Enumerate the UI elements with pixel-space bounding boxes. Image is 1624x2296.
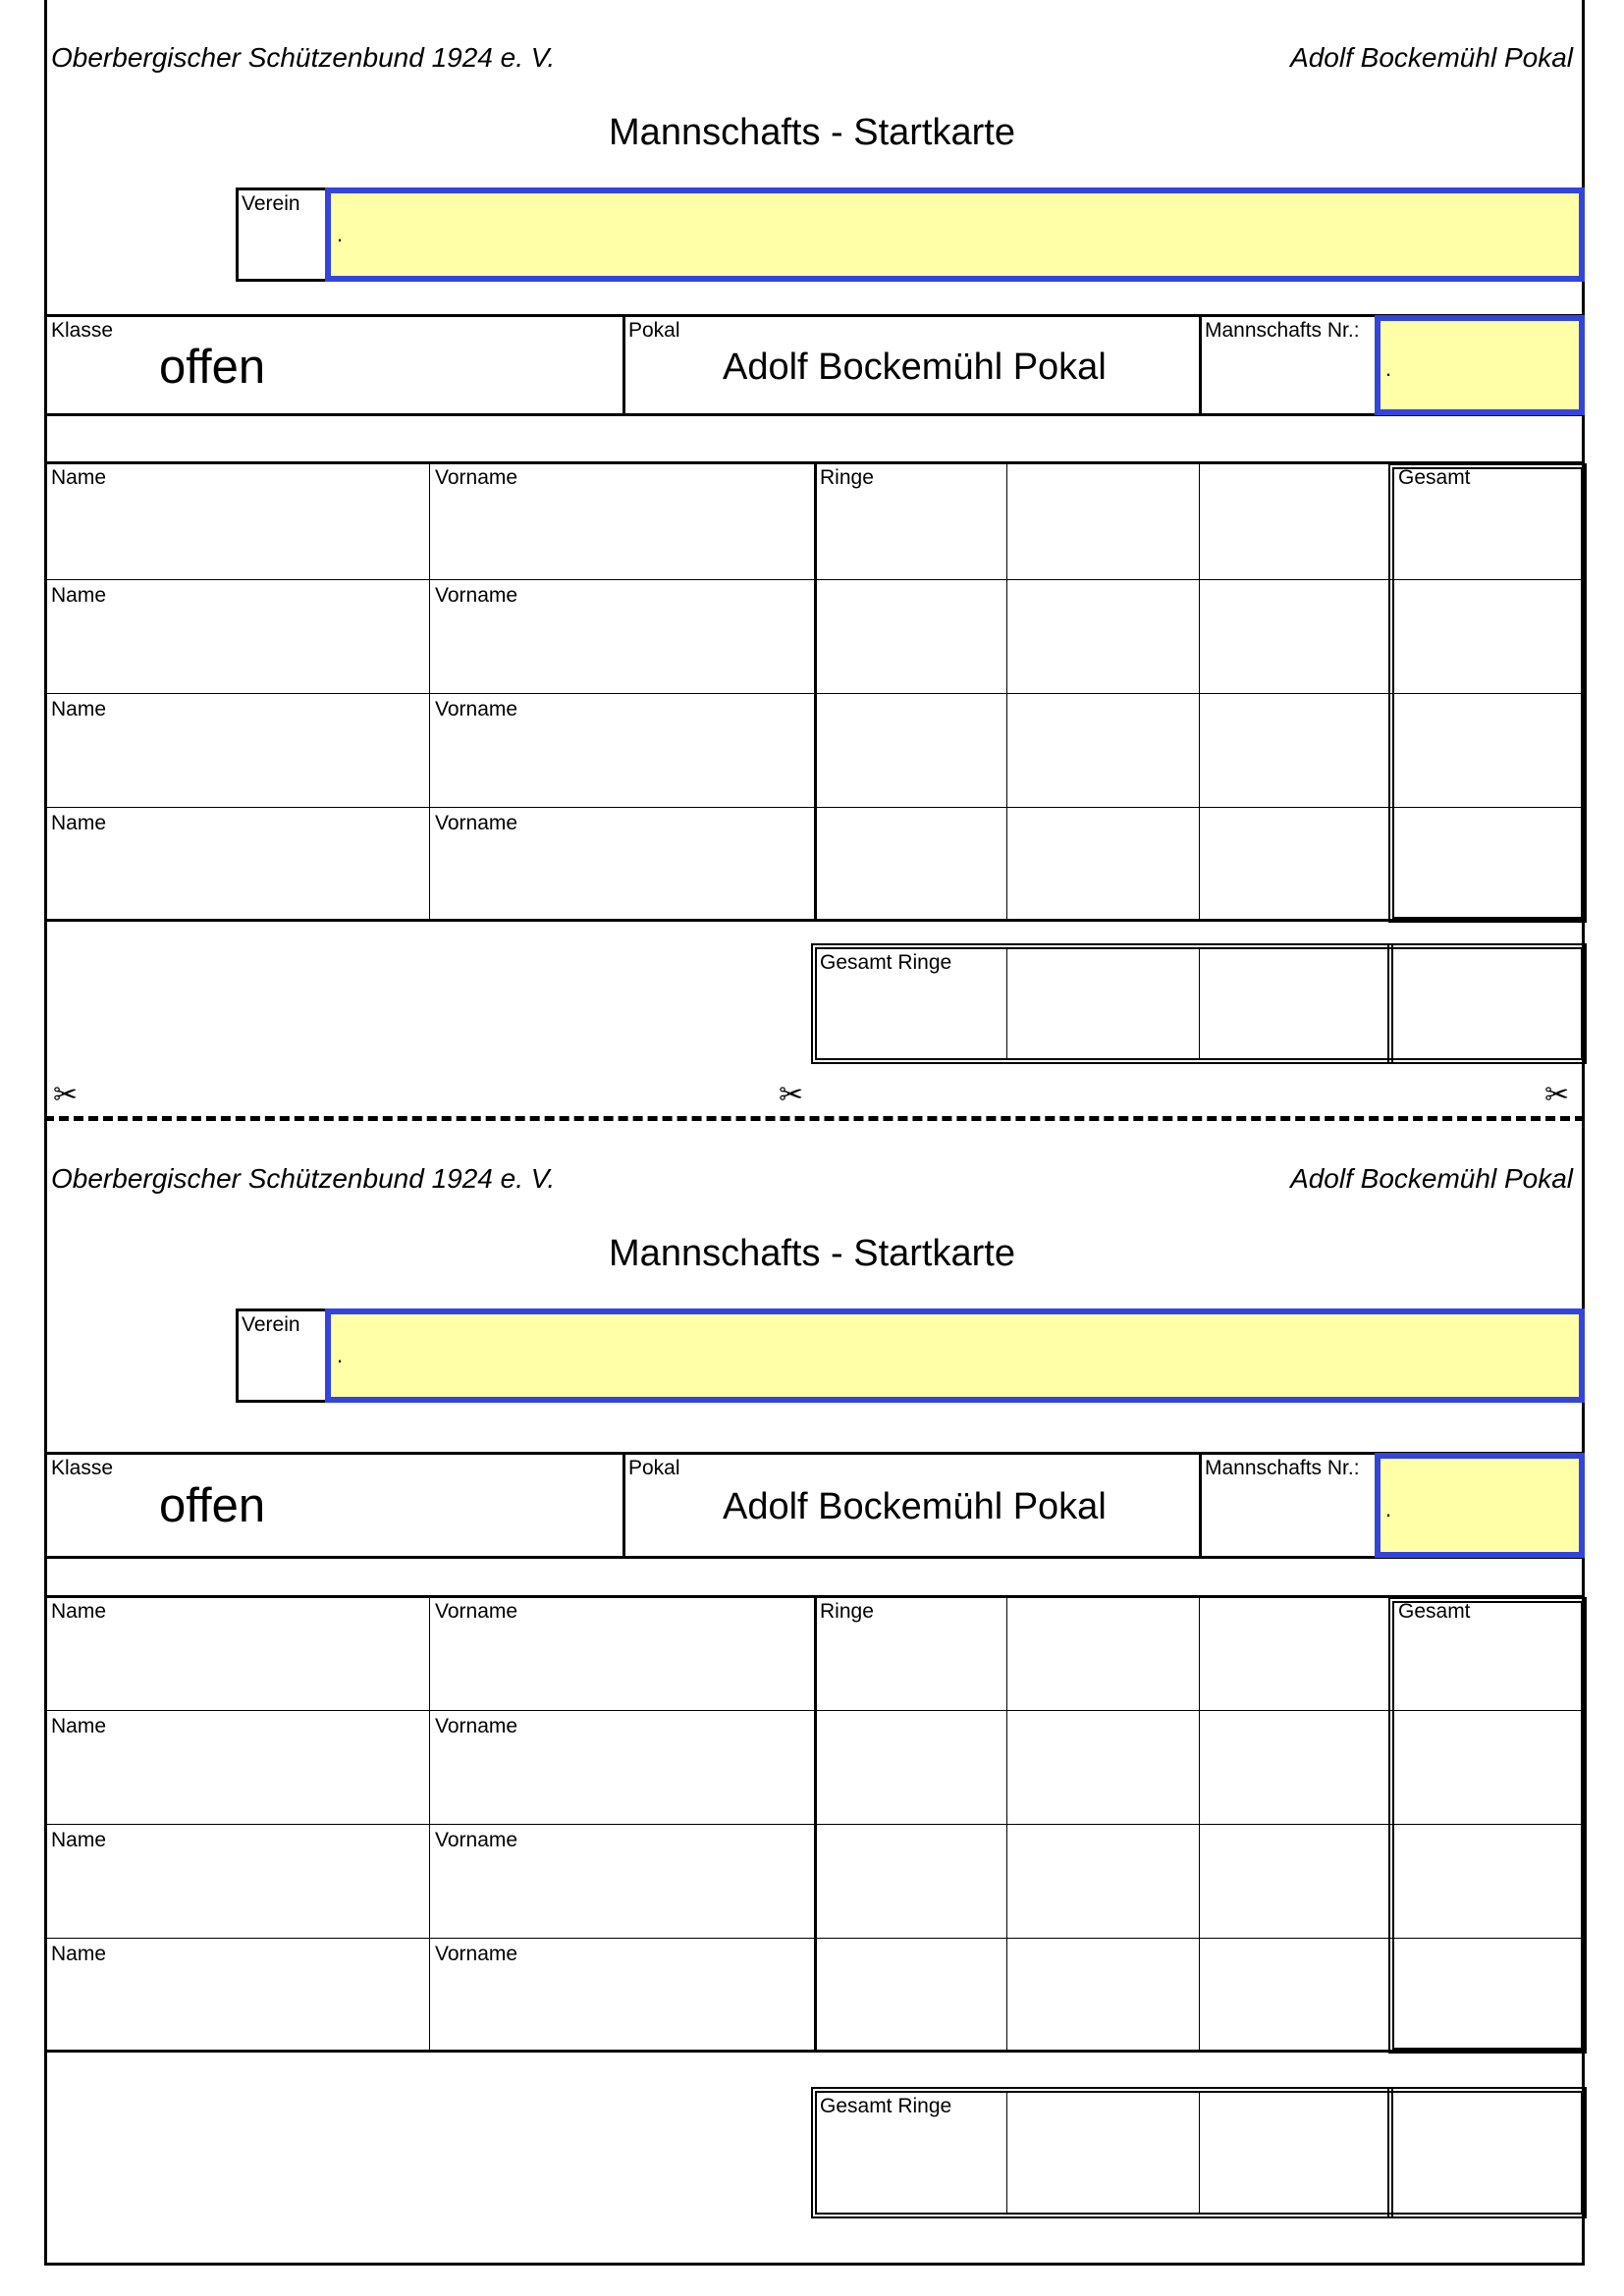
klasse-label: Klasse: [51, 319, 114, 342]
vorname-label: Vorname: [435, 1943, 518, 1965]
mannschaft-value: .: [1385, 1497, 1392, 1522]
verein-field[interactable]: [325, 187, 1585, 282]
vorname-label: Vorname: [435, 584, 518, 607]
gesamt-label: Gesamt: [1398, 466, 1471, 489]
card-title: Mannschafts - Startkarte: [609, 1233, 1015, 1274]
pokal-value: Adolf Bockemühl Pokal: [723, 347, 1107, 388]
vorname-label: Vorname: [435, 1829, 518, 1851]
vorname-label: Vorname: [435, 1600, 518, 1623]
info-divider: [623, 1452, 625, 1559]
vorname-label: Vorname: [435, 1715, 518, 1737]
col-line: [1006, 949, 1007, 1058]
klasse-label: Klasse: [51, 1457, 114, 1479]
name-label: Name: [51, 1829, 107, 1851]
verein-value: .: [337, 222, 344, 246]
col-line: [1006, 2093, 1007, 2213]
col-line: [1199, 461, 1200, 921]
klasse-value: offen: [159, 341, 266, 394]
pokal-label: Pokal: [628, 1457, 680, 1479]
info-divider: [1199, 1452, 1202, 1559]
col-line: [429, 1595, 430, 2052]
gesamt-column: [1388, 1597, 1587, 2054]
col-line: [1199, 2093, 1200, 2213]
pokal-label: Pokal: [628, 319, 680, 342]
mannschaft-field[interactable]: [1375, 1453, 1585, 1558]
col-line: [814, 461, 817, 921]
gesamt-ringe-label: Gesamt Ringe: [820, 951, 952, 974]
mannschaft-label: Mannschafts Nr.:: [1205, 319, 1360, 342]
klasse-value: offen: [159, 1479, 266, 1532]
name-label: Name: [51, 1600, 107, 1623]
info-divider: [623, 314, 625, 416]
card-title: Mannschafts - Startkarte: [609, 112, 1015, 153]
ringe-label: Ringe: [820, 466, 874, 489]
cup-header: Adolf Bockemühl Pokal: [1290, 1163, 1573, 1194]
name-label: Name: [51, 1943, 107, 1965]
col-line: [1387, 943, 1393, 1064]
pokal-value: Adolf Bockemühl Pokal: [723, 1486, 1107, 1527]
col-line: [814, 1595, 817, 2052]
col-line: [429, 461, 430, 921]
name-label: Name: [51, 698, 107, 721]
vorname-label: Vorname: [435, 812, 518, 834]
gesamt-label: Gesamt: [1398, 1600, 1471, 1623]
vorname-label: Vorname: [435, 698, 518, 721]
verein-label: Verein: [242, 192, 300, 215]
scissors-icon: ✂: [1544, 1079, 1570, 1111]
col-line: [1199, 1595, 1200, 2052]
gesamt-column: [1388, 463, 1587, 923]
mannschaft-value: .: [1385, 356, 1392, 381]
scissors-icon: ✂: [53, 1079, 79, 1111]
bottom-frame-line: [44, 2263, 1585, 2266]
ringe-label: Ringe: [820, 1600, 874, 1623]
cup-header: Adolf Bockemühl Pokal: [1290, 42, 1573, 73]
verein-label: Verein: [242, 1313, 300, 1336]
name-label: Name: [51, 812, 107, 834]
verein-field[interactable]: [325, 1308, 1585, 1403]
mannschaft-field[interactable]: [1375, 315, 1585, 415]
col-line: [1387, 2087, 1393, 2218]
cut-line: [44, 1116, 1585, 1121]
scissors-icon: ✂: [779, 1079, 804, 1111]
name-label: Name: [51, 1715, 107, 1737]
gesamt-ringe-label: Gesamt Ringe: [820, 2095, 952, 2117]
col-line: [1006, 1595, 1007, 2052]
info-divider: [1199, 314, 1202, 416]
vorname-label: Vorname: [435, 466, 518, 489]
org-name: Oberbergischer Schützenbund 1924 e. V.: [51, 42, 556, 73]
col-line: [1006, 461, 1007, 921]
name-label: Name: [51, 584, 107, 607]
name-label: Name: [51, 466, 107, 489]
org-name: Oberbergischer Schützenbund 1924 e. V.: [51, 1163, 556, 1194]
mannschaft-label: Mannschafts Nr.:: [1205, 1457, 1360, 1479]
verein-value: .: [337, 1343, 344, 1367]
col-line: [1199, 949, 1200, 1058]
